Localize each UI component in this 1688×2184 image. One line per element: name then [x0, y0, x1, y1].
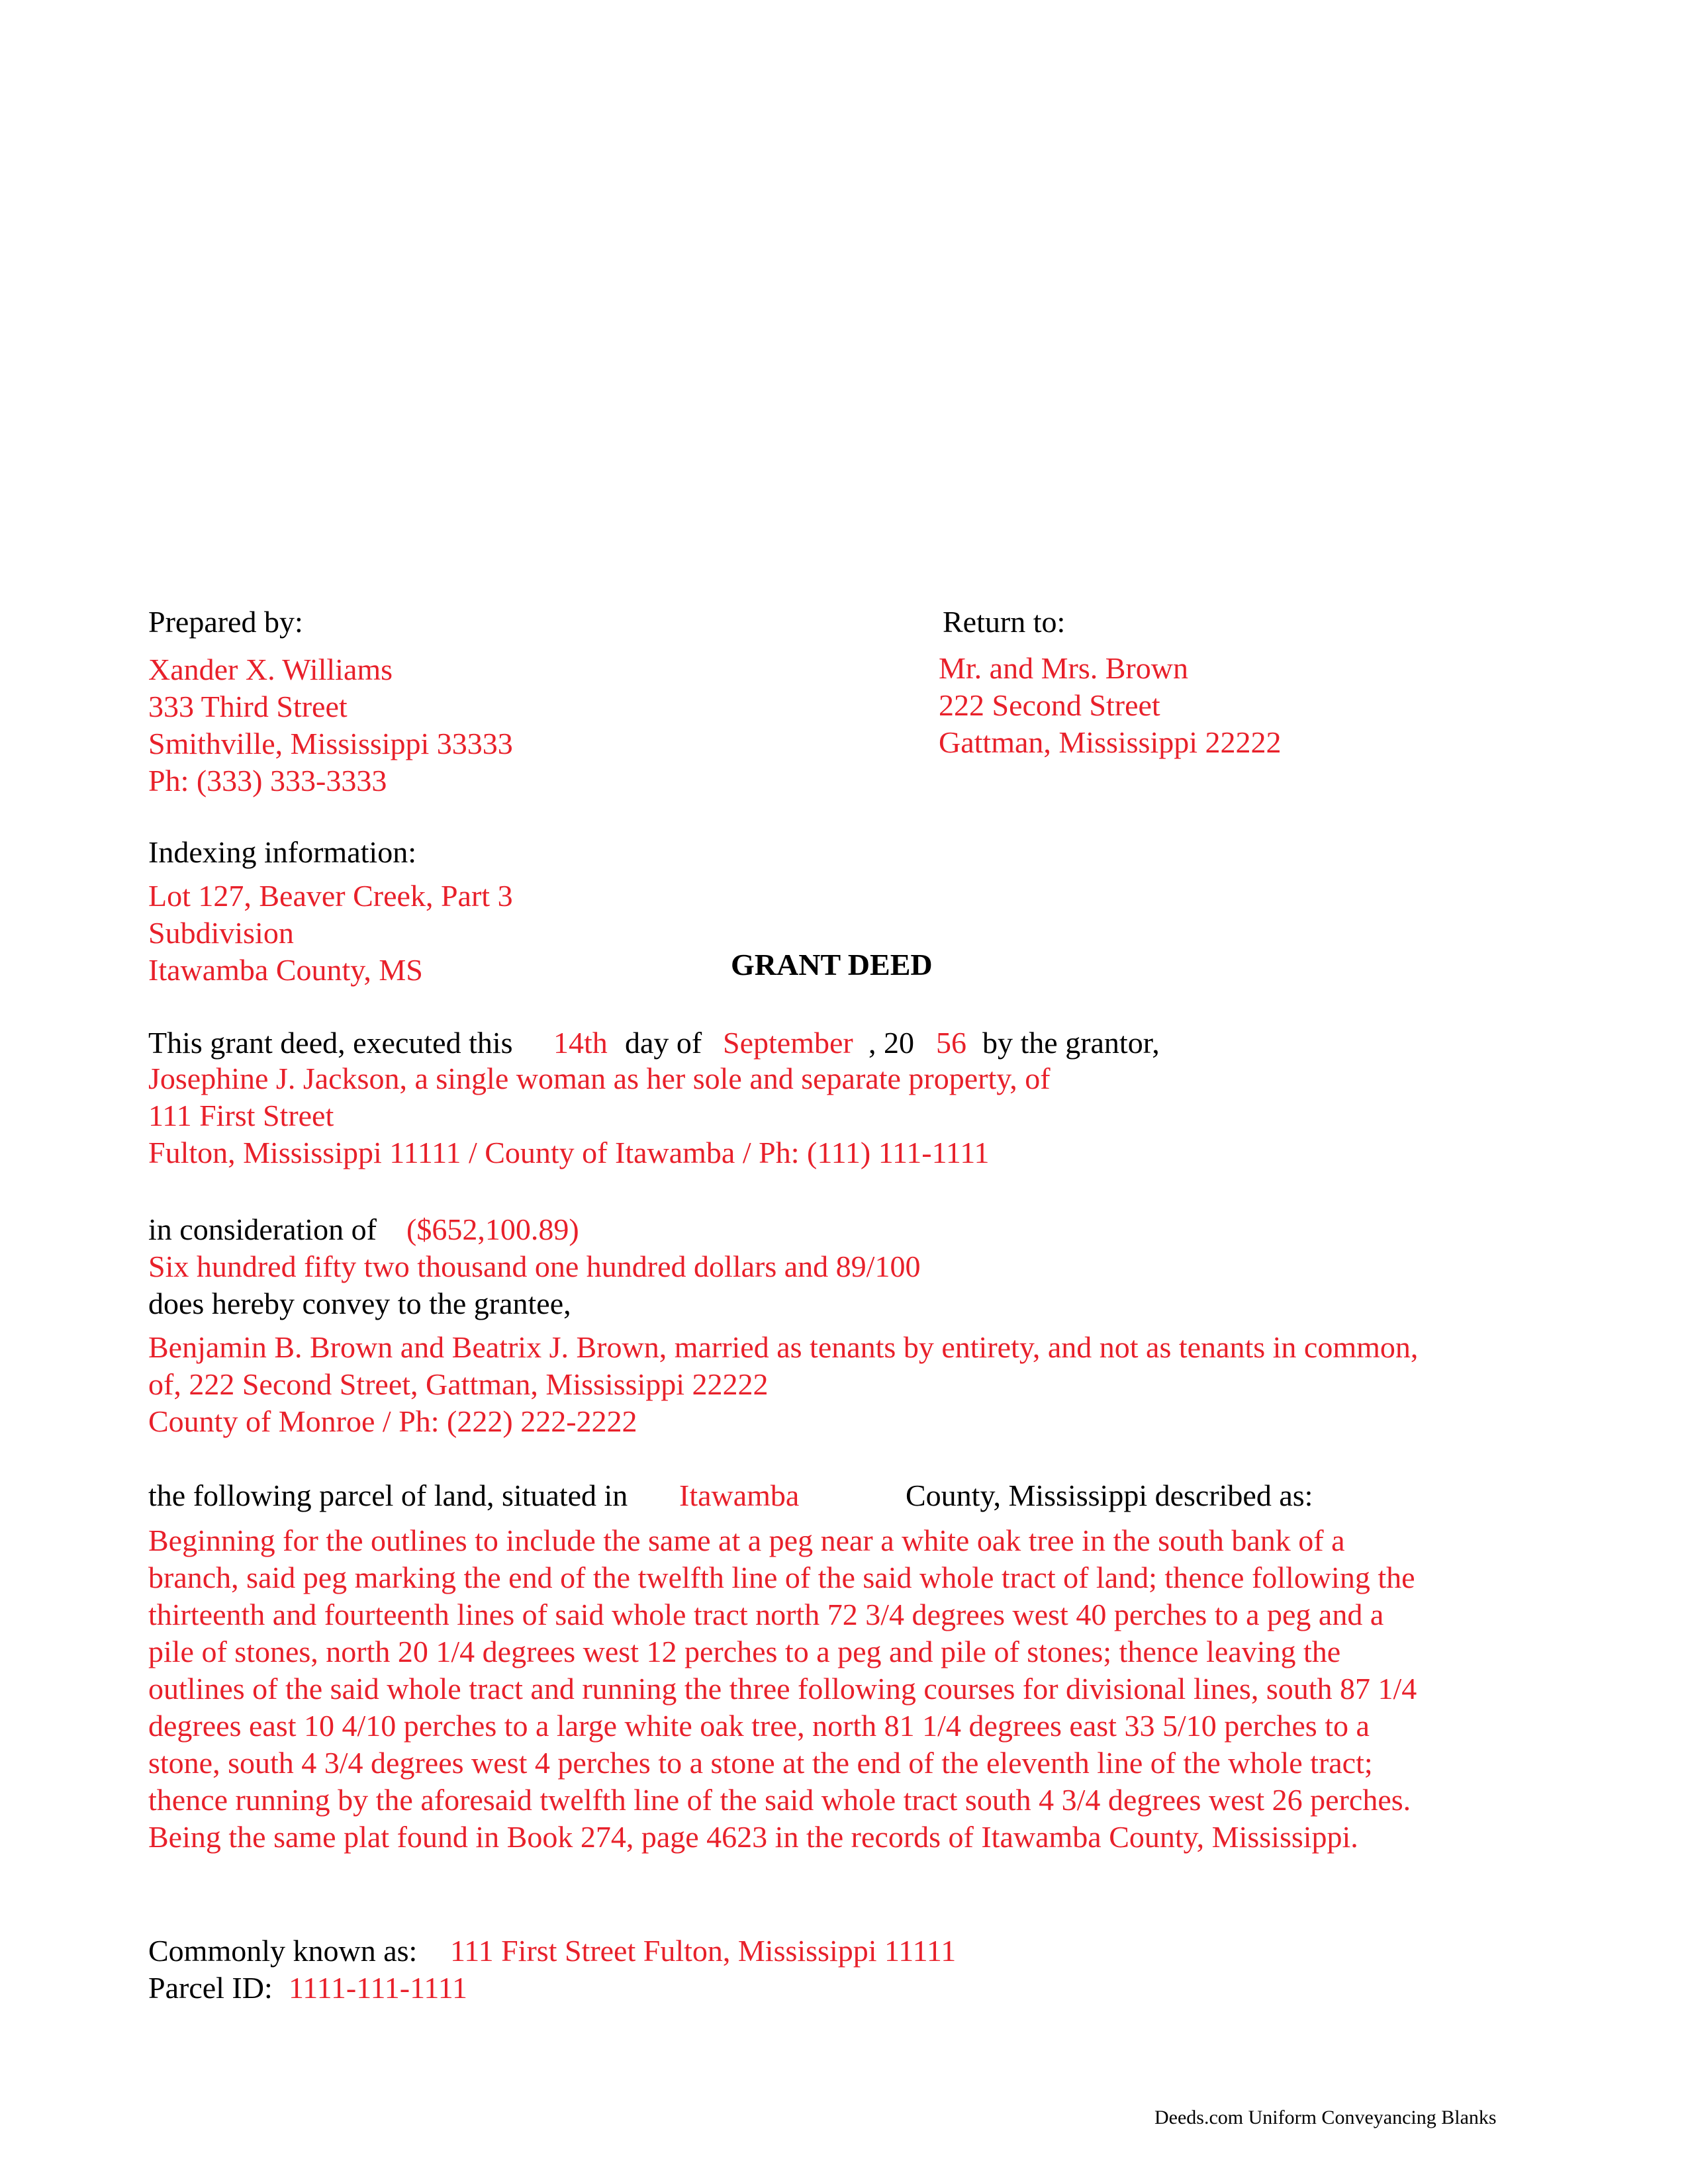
execution-prefix: This grant deed, executed this — [148, 1026, 513, 1060]
convey-text: does hereby convey to the grantee, — [148, 1287, 571, 1320]
common-address-label: Commonly known as: — [148, 1934, 418, 1968]
return-to-block — [939, 650, 1282, 761]
legal-line: pile of stones, north 20 1/4 degrees west 12 perches to a peg and pile of stones; thence leaving the — [148, 1635, 1341, 1668]
execution-year-prefix: , 20 — [868, 1026, 914, 1060]
grantor-street: 111 First Street — [148, 1099, 334, 1132]
legal-line: thirteenth and fourteenth lines of said whole tract north 72 3/4 degrees west 40 perches to a peg and a — [148, 1598, 1384, 1631]
grantor-block — [148, 1060, 1051, 1171]
grantee-block — [148, 1329, 1418, 1440]
legal-line: Being the same plat found in Book 274, page 4623 in the records of Itawamba County, Mississippi. — [148, 1820, 1358, 1854]
prepared-by-street: 333 Third Street — [148, 690, 348, 723]
legal-line: stone, south 4 3/4 degrees west 4 perches to a stone at the end of the eleventh line of the whole tract; — [148, 1746, 1373, 1780]
execution-month: September — [723, 1026, 853, 1060]
legal-line: outlines of the said whole tract and running the three following courses for divisional lines, south 87 1/4 — [148, 1672, 1417, 1706]
grantee-address: of, 222 Second Street, Gattman, Mississippi 22222 — [148, 1367, 769, 1401]
prepared-by-phone: Ph: (333) 333-3333 — [148, 764, 387, 797]
document-title: GRANT DEED — [731, 948, 933, 981]
parcel-id-label: Parcel ID: — [148, 1971, 273, 2005]
legal-description — [148, 1522, 1417, 1856]
execution-year-suffix: 56 — [936, 1026, 966, 1060]
return-to-name: Mr. and Mrs. Brown — [939, 651, 1188, 685]
legal-line: Beginning for the outlines to include the same at a peg near a white oak tree in the south bank of a — [148, 1524, 1345, 1557]
grantee-county: County of Monroe / Ph: (222) 222-2222 — [148, 1404, 637, 1438]
common-address-value: 111 First Street Fulton, Mississippi 11111 — [450, 1934, 957, 1968]
consideration-prefix: in consideration of — [148, 1212, 377, 1246]
execution-day: 14th — [553, 1026, 608, 1060]
legal-line: branch, said peg marking the end of the twelfth line of the said whole tract of land; thence following the — [148, 1561, 1415, 1594]
return-to-label: Return to: — [943, 605, 1066, 639]
prepared-by-block — [148, 651, 513, 799]
parcel-suffix: County, Mississippi described as: — [906, 1479, 1313, 1512]
grantee-names: Benjamin B. Brown and Beatrix J. Brown, married as tenants by entirety, and not as tenants in common, — [148, 1330, 1419, 1364]
prepared-by-city: Smithville, Mississippi 33333 — [148, 727, 513, 760]
footer-text: Deeds.com Uniform Conveyancing Blanks — [1154, 2107, 1497, 2128]
legal-line: thence running by the aforesaid twelfth line of the said whole tract south 4 3/4 degrees west 26 perches. — [148, 1783, 1411, 1817]
execution-day-of: day of — [625, 1026, 702, 1060]
consideration-amount-words: Six hundred fifty two thousand one hundred dollars and 89/100 — [148, 1250, 921, 1283]
indexing-block — [148, 878, 513, 989]
indexing-subdivision: Subdivision — [148, 916, 294, 950]
parcel-id-value: 1111-111-1111 — [289, 1971, 467, 2005]
prepared-by-label: Prepared by: — [148, 605, 303, 639]
indexing-label: Indexing information: — [148, 835, 416, 869]
grantor-city: Fulton, Mississippi 11111 / County of Itawamba / Ph: (111) 111-1111 — [148, 1136, 990, 1169]
prepared-by-name: Xander X. Williams — [148, 653, 393, 686]
execution-by-grantor: by the grantor, — [982, 1026, 1160, 1060]
return-to-city: Gattman, Mississippi 22222 — [939, 725, 1282, 759]
indexing-county: Itawamba County, MS — [148, 953, 423, 987]
return-to-street: 222 Second Street — [939, 688, 1160, 722]
indexing-lot: Lot 127, Beaver Creek, Part 3 — [148, 879, 513, 913]
legal-line: degrees east 10 4/10 perches to a large white oak tree, north 81 1/4 degrees east 33 5/10 perches to a — [148, 1709, 1370, 1743]
parcel-county: Itawamba — [679, 1479, 800, 1512]
consideration-amount: ($652,100.89) — [406, 1212, 579, 1246]
parcel-prefix: the following parcel of land, situated in — [148, 1479, 628, 1512]
grantor-name: Josephine J. Jackson, a single woman as her sole and separate property, of — [148, 1062, 1051, 1095]
